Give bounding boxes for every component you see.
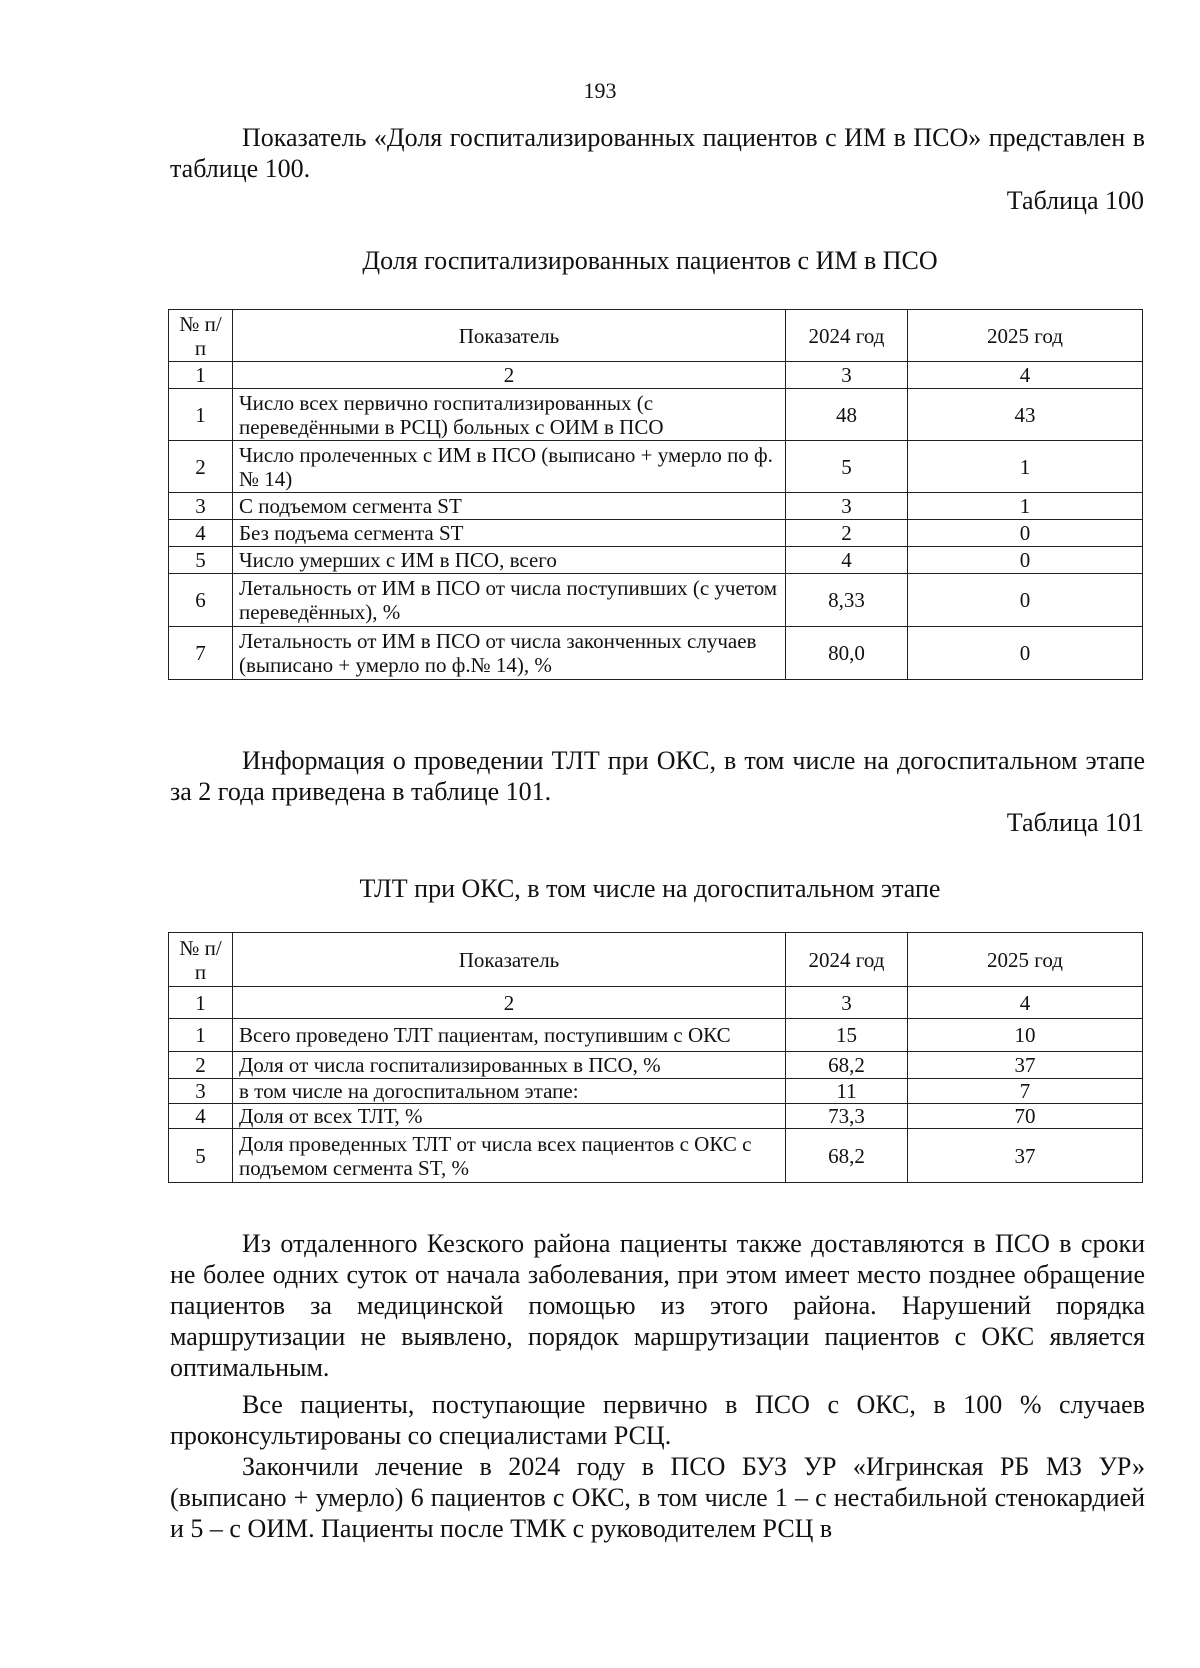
row-number: 4 xyxy=(169,520,233,547)
col-number: 1 xyxy=(169,987,233,1019)
row-number: 4 xyxy=(169,1104,233,1129)
table-101 xyxy=(168,932,1143,1183)
value-2024: 3 xyxy=(786,493,908,520)
row-number: 2 xyxy=(169,1052,233,1079)
table-row xyxy=(169,493,1143,520)
header-indicator: Показатель xyxy=(233,933,786,987)
value-2025: 10 xyxy=(908,1019,1143,1052)
row-indicator: Доля от всех ТЛТ, % xyxy=(233,1104,786,1129)
col-number: 3 xyxy=(786,987,908,1019)
value-2025: 70 xyxy=(908,1104,1143,1129)
table-row xyxy=(169,1019,1143,1052)
table-row xyxy=(169,1079,1143,1104)
table-row xyxy=(169,1052,1143,1079)
row-number: 1 xyxy=(169,389,233,441)
row-indicator: Летальность от ИМ в ПСО от числа поступивших (с учетом переведённых), % xyxy=(233,574,786,627)
row-indicator: Число умерших с ИМ в ПСО, всего xyxy=(233,547,786,574)
value-2024: 2 xyxy=(786,520,908,547)
value-2025: 0 xyxy=(908,627,1143,680)
header-2025: 2025 год xyxy=(908,933,1143,987)
table-row xyxy=(169,574,1143,627)
col-number: 1 xyxy=(169,362,233,389)
value-2025: 43 xyxy=(908,389,1143,441)
table-row xyxy=(169,520,1143,547)
row-number: 3 xyxy=(169,1079,233,1104)
value-2024: 4 xyxy=(786,547,908,574)
col-number: 4 xyxy=(908,362,1143,389)
value-2024: 11 xyxy=(786,1079,908,1104)
paragraph-intro-table100: Показатель «Доля госпитализированных пациентов с ИМ в ПСО» представлен в таблице 100. xyxy=(170,123,1145,183)
page-number: 193 xyxy=(583,78,617,103)
col-number: 2 xyxy=(233,362,786,389)
col-number: 4 xyxy=(908,987,1143,1019)
value-2025: 1 xyxy=(908,493,1143,520)
table100-label: Таблица 100 xyxy=(1006,186,1144,215)
row-indicator: Доля от числа госпитализированных в ПСО, % xyxy=(233,1052,786,1079)
row-indicator: Летальность от ИМ в ПСО от числа законченных случаев (выписано + умерло по ф.№ 14), % xyxy=(233,627,786,680)
row-indicator: С подъемом сегмента ST xyxy=(233,493,786,520)
table100-title: Доля госпитализированных пациентов с ИМ в ПСО xyxy=(362,246,938,275)
table101-title: ТЛТ при ОКС, в том числе на догоспитальном этапе xyxy=(359,874,941,903)
row-indicator: Число пролеченных с ИМ в ПСО (выписано + умерло по ф. № 14) xyxy=(233,441,786,493)
value-2024: 68,2 xyxy=(786,1052,908,1079)
table-row xyxy=(169,1129,1143,1183)
table-row xyxy=(169,389,1143,441)
row-number: 3 xyxy=(169,493,233,520)
value-2024: 80,0 xyxy=(786,627,908,680)
value-2025: 37 xyxy=(908,1052,1143,1079)
paragraph-kez-district: Из отдаленного Кезского района пациенты также доставляются в ПСО в сроки не более одних суток от начала заболевания, при этом имеет место позднее обращение пациентов за медицинской помощью из этого района. Нарушений порядка маршрутизации не выявлено, порядок маршрутизации пациентов с ОКС является оптимальным. xyxy=(170,1229,1145,1382)
row-number: 2 xyxy=(169,441,233,493)
value-2025: 0 xyxy=(908,574,1143,627)
table-row xyxy=(169,441,1143,493)
table101-label: Таблица 101 xyxy=(1006,808,1144,837)
table-header-row xyxy=(169,933,1143,987)
value-2024: 48 xyxy=(786,389,908,441)
row-indicator: Число всех первично госпитализированных (с переведёнными в РСЦ) больных с ОИМ в ПСО xyxy=(233,389,786,441)
column-number-row xyxy=(169,362,1143,389)
value-2025: 0 xyxy=(908,520,1143,547)
value-2025: 0 xyxy=(908,547,1143,574)
col-number: 2 xyxy=(233,987,786,1019)
row-indicator: Без подъема сегмента ST xyxy=(233,520,786,547)
paragraph-consultations: Все пациенты, поступающие первично в ПСО с ОКС, в 100 % случаев проконсультированы со специалистами РСЦ. xyxy=(170,1390,1145,1450)
paragraph-treatment-2024: Закончили лечение в 2024 году в ПСО БУЗ УР «Игринская РБ МЗ УР» (выписано + умерло) 6 пациентов с ОКС, в том числе 1 – с нестабильной стенокардией и 5 – с ОИМ. Пациенты после ТМК с руководителем РСЦ в xyxy=(170,1452,1145,1543)
table-header-row xyxy=(169,310,1143,362)
value-2024: 68,2 xyxy=(786,1129,908,1183)
row-number: 6 xyxy=(169,574,233,627)
header-indicator: Показатель xyxy=(233,310,786,362)
table-row xyxy=(169,547,1143,574)
header-num: № п/п xyxy=(169,933,233,987)
row-indicator: Всего проведено ТЛТ пациентам, поступившим с ОКС xyxy=(233,1019,786,1052)
row-number: 1 xyxy=(169,1019,233,1052)
table-row xyxy=(169,627,1143,680)
row-indicator: Доля проведенных ТЛТ от числа всех пациентов с ОКС с подъемом сегмента ST, % xyxy=(233,1129,786,1183)
col-number: 3 xyxy=(786,362,908,389)
column-number-row xyxy=(169,987,1143,1019)
paragraph-intro-table101: Информация о проведении ТЛТ при ОКС, в том числе на догоспитальном этапе за 2 года приведена в таблице 101. xyxy=(170,746,1145,806)
table-row xyxy=(169,1104,1143,1129)
row-indicator: в том числе на догоспитальном этапе: xyxy=(233,1079,786,1104)
header-num: № п/п xyxy=(169,310,233,362)
value-2025: 1 xyxy=(908,441,1143,493)
table-100 xyxy=(168,309,1143,680)
value-2024: 15 xyxy=(786,1019,908,1052)
row-number: 5 xyxy=(169,547,233,574)
header-2024: 2024 год xyxy=(786,310,908,362)
value-2024: 73,3 xyxy=(786,1104,908,1129)
header-2025: 2025 год xyxy=(908,310,1143,362)
value-2025: 7 xyxy=(908,1079,1143,1104)
header-2024: 2024 год xyxy=(786,933,908,987)
value-2025: 37 xyxy=(908,1129,1143,1183)
value-2024: 5 xyxy=(786,441,908,493)
value-2024: 8,33 xyxy=(786,574,908,627)
row-number: 7 xyxy=(169,627,233,680)
row-number: 5 xyxy=(169,1129,233,1183)
